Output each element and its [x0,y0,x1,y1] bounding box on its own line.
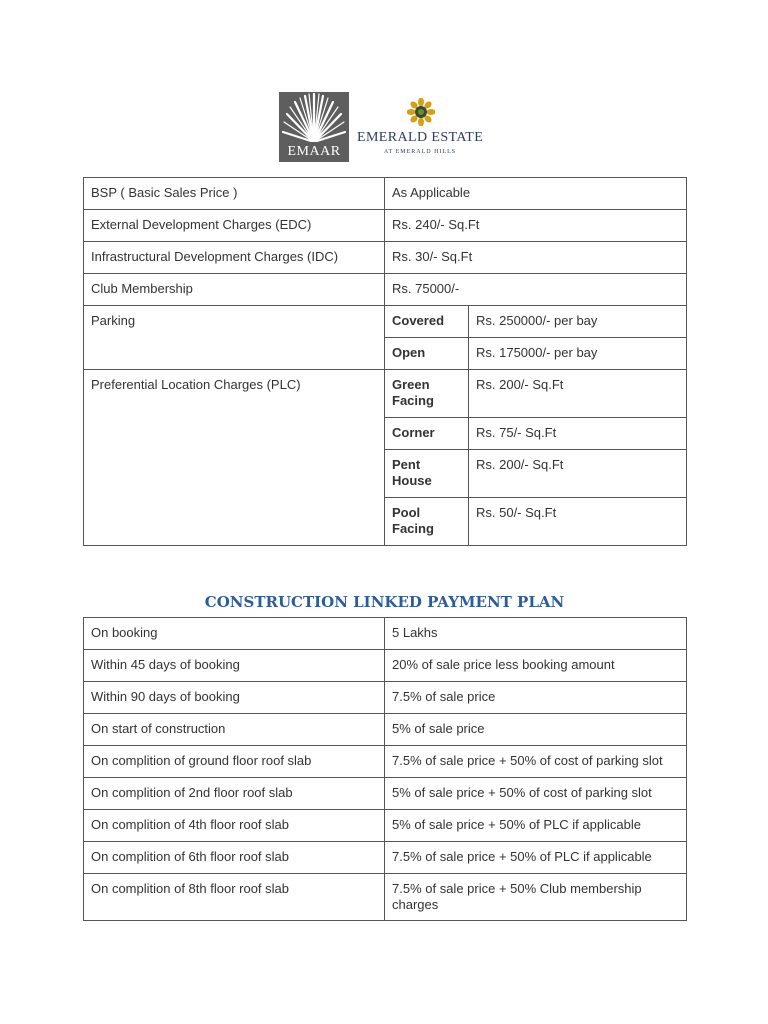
charge-label: BSP ( Basic Sales Price ) [84,178,385,210]
charge-value: Rs. 240/- Sq.Ft [385,210,687,242]
plan-amount: 7.5% of sale price [385,682,687,714]
plan-amount: 5 Lakhs [385,618,687,650]
table-row [84,842,687,874]
charge-label: Infrastructural Development Charges (IDC) [84,242,385,274]
table-row [84,306,687,338]
table-row [84,242,687,274]
plan-stage: On start of construction [84,714,385,746]
charge-label: External Development Charges (EDC) [84,210,385,242]
charge-label: Preferential Location Charges (PLC) [84,370,385,546]
charge-label: Club Membership [84,274,385,306]
table-row [84,650,687,682]
plan-stage: On booking [84,618,385,650]
charge-value: Rs. 30/- Sq.Ft [385,242,687,274]
plan-amount: 5% of sale price + 50% of PLC if applicable [385,810,687,842]
emerald-estate-logo [357,98,499,160]
table-row [84,370,687,418]
plan-amount: 7.5% of sale price + 50% of PLC if applicable [385,842,687,874]
emerald-estate-name: EMERALD ESTATE [357,130,484,145]
emerald-flower-icon [407,98,435,126]
plan-stage: On complition of 6th floor roof slab [84,842,385,874]
plc-price: Rs. 200/- Sq.Ft [469,450,687,498]
plan-amount: 5% of sale price + 50% of cost of parking slot [385,778,687,810]
charge-label: Parking [84,306,385,370]
table-row [84,714,687,746]
charge-value: As Applicable [385,178,687,210]
plan-stage: Within 45 days of booking [84,650,385,682]
parking-type: Covered [385,306,469,338]
plan-stage: On complition of 4th floor roof slab [84,810,385,842]
plan-amount: 7.5% of sale price + 50% Club membership charges [385,874,687,921]
plc-type: Green Facing [385,370,469,418]
charge-value: Rs. 75000/- [385,274,687,306]
table-row [84,746,687,778]
logo-header [279,92,499,162]
table-row [84,210,687,242]
plc-type: Corner [385,418,469,450]
plan-amount: 7.5% of sale price + 50% of cost of parking slot [385,746,687,778]
table-row [84,178,687,210]
table-row [84,874,687,921]
plan-amount: 5% of sale price [385,714,687,746]
table-row [84,778,687,810]
parking-price: Rs. 175000/- per bay [469,338,687,370]
emaar-wordmark: EMAAR [287,144,341,159]
plan-amount: 20% of sale price less booking amount [385,650,687,682]
parking-type: Open [385,338,469,370]
plan-stage: On complition of 2nd floor roof slab [84,778,385,810]
plan-stage: On complition of 8th floor roof slab [84,874,385,921]
plc-price: Rs. 200/- Sq.Ft [469,370,687,418]
payment-plan-title: CONSTRUCTION LINKED PAYMENT PLAN [204,593,565,611]
emerald-estate-subtitle: AT EMERALD HILLS [383,149,457,155]
emaar-logo [279,92,349,162]
plc-price: Rs. 75/- Sq.Ft [469,418,687,450]
table-row [84,682,687,714]
plc-type: Pool Facing [385,498,469,546]
payment-plan-table [83,617,687,921]
table-row [84,810,687,842]
plc-price: Rs. 50/- Sq.Ft [469,498,687,546]
table-row [84,274,687,306]
charges-table [83,177,687,546]
parking-price: Rs. 250000/- per bay [469,306,687,338]
plc-type: Pent House [385,450,469,498]
plan-stage: On complition of ground floor roof slab [84,746,385,778]
plan-stage: Within 90 days of booking [84,682,385,714]
table-row [84,618,687,650]
